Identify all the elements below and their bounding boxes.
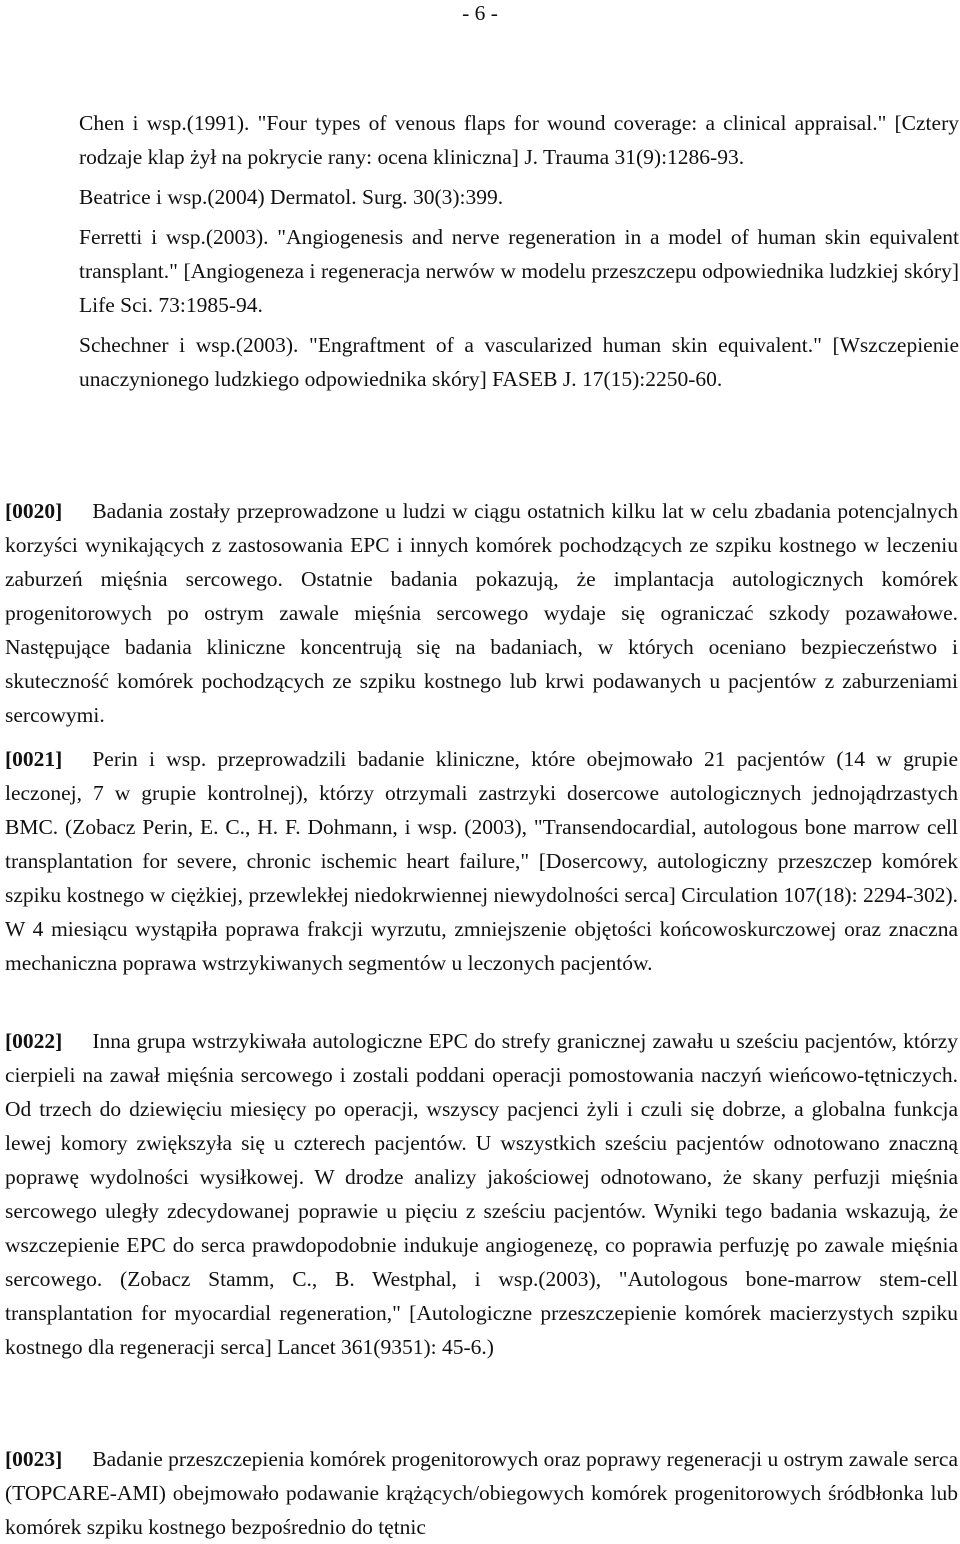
paragraph-text: Badania zostały przeprowadzone u ludzi w ciągu ostatnich kilku lat w celu zbadania potencjalnych korzyści wynikających z zastosowania EPC i innych komórek pochodzących ze szpiku kostnego w leczeniu zaburzeń mięśnia sercowego. Ostatnie badania pokazują, że implantacja autologicznych komórek progenitorowych po ostrym zawale mięśnia sercowego wydaje się ograniczać szkody pozawałowe. Następujące badania kliniczne koncentrują się na badaniach, w których oceniano bezpieczeństwo i skuteczność komórek pochodzących ze szpiku kostnego lub krwi podawanych u pacjentów z zaburzeniami sercowymi. bbox=[5, 499, 958, 727]
paragraph-0021 bbox=[5, 742, 958, 980]
paragraph-number: [0022] bbox=[5, 1029, 63, 1053]
paragraph-text: Inna grupa wstrzykiwała autologiczne EPC do strefy granicznej zawału u sześciu pacjentów, którzy cierpieli na zawał mięśnia sercowego i zostali poddani operacji pomostowania naczyń wieńcowo-tętniczych. Od trzech do dziewięciu miesięcy po operacji, wszyscy pacjenci żyli i czuli się dobrze, a globalna funkcja lewej komory zwiększyła się u czterech pacjentów. U wszystkich sześciu pacjentów odnotowano znaczną poprawę wydolności wysiłkowej. W drodze analizy jakościowej odnotowano, że skany perfuzji mięśnia sercowego uległy zdecydowanej poprawie u pięciu z sześciu pacjentów. Wyniki tego badania wskazują, że wszczepienie EPC do serca prawdopodobnie indukuje angiogenezę, co poprawia perfuzję po zawale mięśnia sercowego. (Zobacz Stamm, C., B. Westphal, i wsp.(2003), "Autologous bone-marrow stem-cell transplantation for myocardial regeneration," [Autologiczne przeszczepienie komórek macierzystych szpiku kostnego dla regeneracji serca] Lancet 361(9351): 45-6.) bbox=[5, 1029, 958, 1359]
reference-schechner: Schechner i wsp.(2003). "Engraftment of a vascularized human skin equivalent." [Wszczepienie unaczynionego ludzkiego odpowiednika skóry] FASEB J. 17(15):2250-60. bbox=[79, 333, 959, 391]
reference-list bbox=[79, 106, 959, 402]
paragraph-0023 bbox=[5, 1442, 958, 1544]
reference-ferretti: Ferretti i wsp.(2003). "Angiogenesis and nerve regeneration in a model of human skin equivalent transplant." [Angiogeneza i regeneracja nerwów w modelu przeszczepu odpowiednika ludzkiej skóry] Life Sci. 73:1985-94. bbox=[79, 225, 959, 317]
paragraph-0022 bbox=[5, 1024, 958, 1364]
paragraph-text: Perin i wsp. przeprowadzili badanie kliniczne, które obejmowało 21 pacjentów (14 w grupie leczonej, 7 w grupie kontrolnej), którzy otrzymali zastrzyki dosercowe autologicznych jednojądrzastych BMC. (Zobacz Perin, E. C., H. F. Dohmann, i wsp. (2003), "Transendocardial, autologous bone marrow cell transplantation for severe, chronic ischemic heart failure," [Dosercowy, autologiczny przeszczep komórek szpiku kostnego w ciężkiej, przewlekłej niedokrwiennej niewydolności serca] Circulation 107(18): 2294-302). W 4 miesiącu wystąpiła poprawa frakcji wyrzutu, zmniejszenie objętości końcowoskurczowej oraz znaczna mechaniczna poprawa wstrzykiwanych segmentów u leczonych pacjentów. bbox=[5, 747, 958, 975]
paragraph-number: [0021] bbox=[5, 747, 63, 771]
reference-beatrice: Beatrice i wsp.(2004) Dermatol. Surg. 30(3):399. bbox=[79, 185, 504, 209]
paragraph-number: [0020] bbox=[5, 499, 63, 523]
page-number: - 6 - bbox=[462, 1, 498, 25]
reference-chen: Chen i wsp.(1991). "Four types of venous flaps for wound coverage: a clinical appraisal." [Cztery rodzaje klap żył na pokrycie rany: ocena kliniczna] J. Trauma 31(9):1286-93. bbox=[79, 111, 959, 169]
paragraph-number: [0023] bbox=[5, 1447, 63, 1471]
paragraph-0020 bbox=[5, 494, 958, 732]
paragraph-text: Badanie przeszczepienia komórek progenitorowych oraz poprawy regeneracji u ostrym zawale serca (TOPCARE-AMI) obejmowało podawanie krążących/obiegowych komórek progenitorowych śródbłonka lub komórek szpiku kostnego bezpośrednio do tętnic bbox=[5, 1447, 958, 1539]
